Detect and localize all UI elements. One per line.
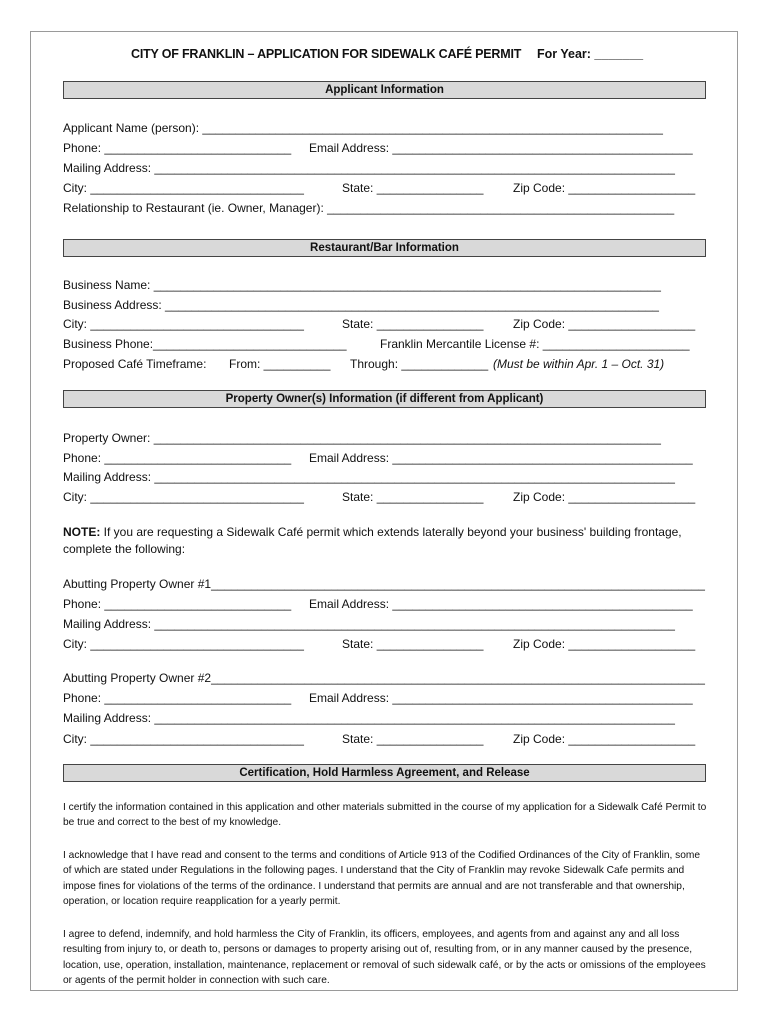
note-text: If you are requesting a Sidewalk Café permit which extends laterally beyond your business' building frontage, complete the following: <box>63 525 682 556</box>
abutting1-zip-field[interactable]: Zip Code: ___________________ <box>513 637 696 651</box>
certification-paragraph-2: I acknowledge that I have read and consent to the terms and conditions of Article 913 of the Codified Ordinances of the City of Franklin, some of which are stated under Regulations in the following pages. I understand that the City of Franklin may revoke Sidewalk Cafe permits and impose fines for violations of the terms of the ordinance. I understand that permits are annual and are not transferable and that ownership, operation, or location require reapplication for a yearly permit. <box>63 850 701 908</box>
applicant-mailing-field[interactable]: Mailing Address: ______________________________________________________________________________ <box>63 161 675 175</box>
applicant-relationship-field[interactable]: Relationship to Restaurant (ie. Owner, Manager): ____________________________________________________ <box>63 201 675 215</box>
mercantile-license-field[interactable]: Franklin Mercantile License #: ______________________ <box>380 337 690 351</box>
owner-zip-field[interactable]: Zip Code: ___________________ <box>513 490 696 504</box>
business-phone-row <box>63 336 708 352</box>
abutting2-state-field[interactable]: State: ________________ <box>342 732 484 746</box>
timeframe-note: (Must be within Apr. 1 – Oct. 31) <box>493 357 665 371</box>
certification-paragraph-3: I agree to defend, indemnify, and hold harmless the City of Franklin, its officers, employees, and agents from and against any and all loss resulting from injury to, or death to, persons or damages to property arising out of, resulting from, or in any manner caused by the presence, location, use, operation, installation, maintenance, replacement or removal of such sidewalk café, or by the acts or omissions of the employees or agents of the permit holder in connection with such care. <box>63 929 706 987</box>
applicant-city-row <box>63 180 708 196</box>
business-address-field[interactable]: Business Address: __________________________________________________________________________ <box>63 298 659 312</box>
abutting1-mailing-field[interactable]: Mailing Address: ______________________________________________________________________________ <box>63 617 675 631</box>
form-title: CITY OF FRANKLIN – APPLICATION FOR SIDEWALK CAFÉ PERMIT <box>131 47 522 61</box>
owner-city-row <box>63 489 708 505</box>
section-applicant-header: Applicant Information <box>63 81 706 99</box>
restaurant-zip-field[interactable]: Zip Code: ___________________ <box>513 317 696 331</box>
abutting2-owner-field[interactable]: Abutting Property Owner #2__________________________________________________________________________ <box>63 671 705 685</box>
property-owner-field[interactable]: Property Owner: ____________________________________________________________________________ <box>63 431 661 445</box>
note-label: NOTE: <box>63 525 101 539</box>
owner-mailing-field[interactable]: Mailing Address: ______________________________________________________________________________ <box>63 470 675 484</box>
abutting2-mailing-field[interactable]: Mailing Address: ______________________________________________________________________________ <box>63 711 675 725</box>
restaurant-state-field[interactable]: State: ________________ <box>342 317 484 331</box>
timeframe-row <box>63 356 708 372</box>
restaurant-city-row <box>63 316 708 332</box>
abutting2-phone-field[interactable]: Phone: ____________________________ <box>63 691 292 705</box>
for-year-field[interactable]: For Year: _______ <box>537 47 644 61</box>
section-certification-header: Certification, Hold Harmless Agreement, and Release <box>63 764 706 782</box>
abutting1-phone-field[interactable]: Phone: ____________________________ <box>63 597 292 611</box>
applicant-city-field[interactable]: City: ________________________________ <box>63 181 304 195</box>
owner-phone-field[interactable]: Phone: ____________________________ <box>63 451 292 465</box>
abutting1-city-row <box>63 636 708 652</box>
abutting2-city-field[interactable]: City: ________________________________ <box>63 732 304 746</box>
applicant-state-field[interactable]: State: ________________ <box>342 181 484 195</box>
abutting2-city-row <box>63 731 708 747</box>
applicant-email-field[interactable]: Email Address: _____________________________________________ <box>309 141 693 155</box>
owner-email-field[interactable]: Email Address: _____________________________________________ <box>309 451 693 465</box>
abutting1-city-field[interactable]: City: ________________________________ <box>63 637 304 651</box>
abutting2-email-field[interactable]: Email Address: _____________________________________________ <box>309 691 693 705</box>
timeframe-label: Proposed Café Timeframe: <box>63 357 207 371</box>
abutting1-email-field[interactable]: Email Address: _____________________________________________ <box>309 597 693 611</box>
section-restaurant-header: Restaurant/Bar Information <box>63 239 706 257</box>
applicant-zip-field[interactable]: Zip Code: ___________________ <box>513 181 696 195</box>
abutting1-owner-field[interactable]: Abutting Property Owner #1__________________________________________________________________________ <box>63 577 705 591</box>
restaurant-city-field[interactable]: City: ________________________________ <box>63 317 304 331</box>
owner-state-field[interactable]: State: ________________ <box>342 490 484 504</box>
section-property-owner-header: Property Owner(s) Information (if different from Applicant) <box>63 390 706 408</box>
timeframe-from-field[interactable]: From: __________ <box>229 357 331 371</box>
lateral-extension-note <box>63 524 708 558</box>
business-name-field[interactable]: Business Name: ____________________________________________________________________________ <box>63 278 661 292</box>
business-phone-field[interactable]: Business Phone:_____________________________ <box>63 337 347 351</box>
certification-paragraph-1: I certify the information contained in this application and other materials submitted in the course of my application for a Sidewalk Café Permit to be true and correct to the best of my knowledge. <box>63 802 707 829</box>
applicant-phone-field[interactable]: Phone: ____________________________ <box>63 141 292 155</box>
applicant-phone-email-row <box>63 140 708 156</box>
owner-phone-email-row <box>63 450 708 466</box>
applicant-name-field[interactable]: Applicant Name (person): _____________________________________________________________________ <box>63 121 663 135</box>
abutting1-state-field[interactable]: State: ________________ <box>342 637 484 651</box>
abutting1-phone-email-row <box>63 596 708 612</box>
abutting2-zip-field[interactable]: Zip Code: ___________________ <box>513 732 696 746</box>
abutting2-phone-email-row <box>63 690 708 706</box>
owner-city-field[interactable]: City: ________________________________ <box>63 490 304 504</box>
timeframe-through-field[interactable]: Through: _____________ <box>350 357 489 371</box>
